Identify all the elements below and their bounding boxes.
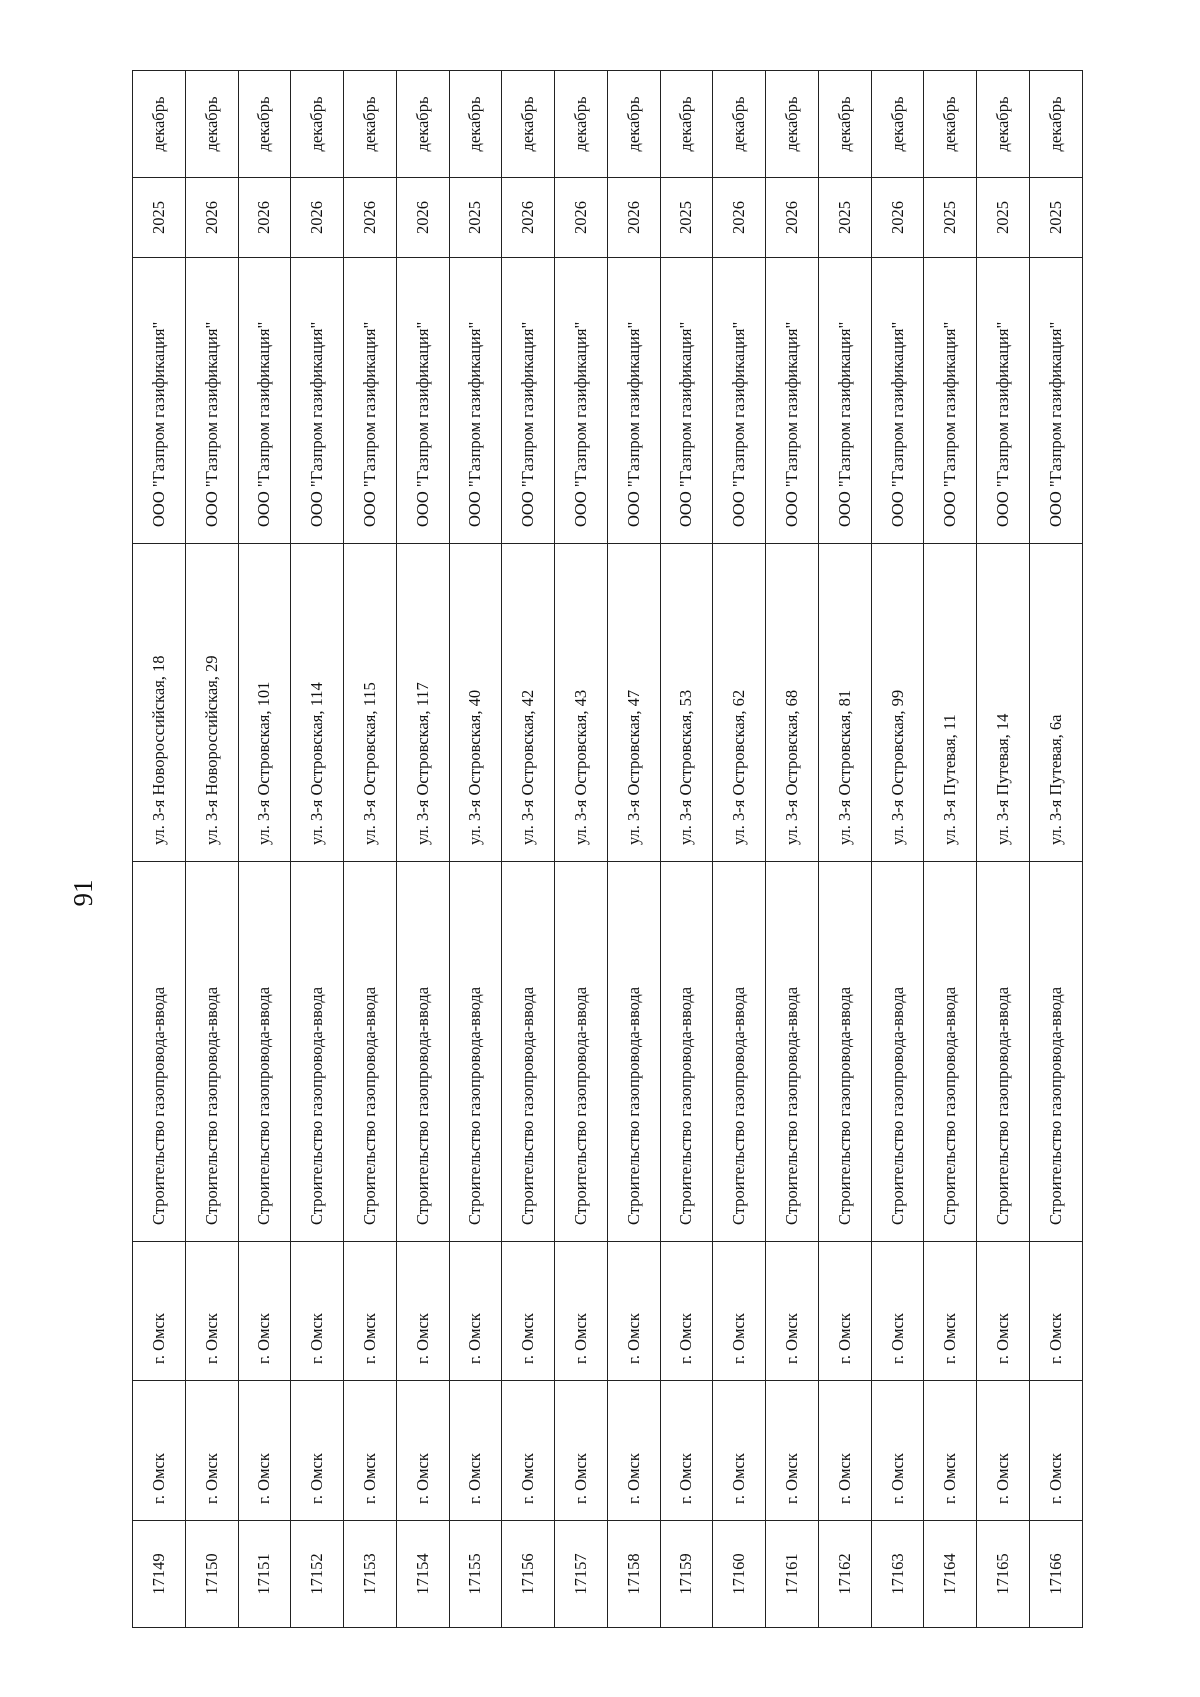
work-type-cell: Строительство газопровода-ввода <box>766 862 819 1242</box>
address-cell: ул. 3-я Островская, 43 <box>555 544 608 862</box>
locality-cell: г. Омск <box>238 1242 291 1381</box>
organization-cell: ООО "Газпром газификация" <box>818 258 871 544</box>
locality-cell: г. Омск <box>185 1242 238 1381</box>
year-cell: 2026 <box>871 178 924 258</box>
organization-cell: ООО "Газпром газификация" <box>660 258 713 544</box>
table-row <box>291 71 344 1628</box>
month-cell: декабрь <box>502 71 555 178</box>
city-cell: г. Омск <box>607 1381 660 1521</box>
address-cell: ул. 3-я Островская, 99 <box>871 544 924 862</box>
year-cell: 2025 <box>977 178 1030 258</box>
locality-cell: г. Омск <box>555 1242 608 1381</box>
city-cell: г. Омск <box>185 1381 238 1521</box>
city-cell: г. Омск <box>871 1381 924 1521</box>
table-row <box>133 71 186 1628</box>
year-cell: 2026 <box>291 178 344 258</box>
organization-cell: ООО "Газпром газификация" <box>396 258 449 544</box>
row-number-cell: 17157 <box>555 1521 608 1628</box>
table-row <box>766 71 819 1628</box>
row-number-cell: 17165 <box>977 1521 1030 1628</box>
organization-cell: ООО "Газпром газификация" <box>449 258 502 544</box>
table-row <box>185 71 238 1628</box>
work-type-cell: Строительство газопровода-ввода <box>502 862 555 1242</box>
work-type-cell: Строительство газопровода-ввода <box>449 862 502 1242</box>
work-type-cell: Строительство газопровода-ввода <box>396 862 449 1242</box>
address-cell: ул. 3-я Путевая, 11 <box>924 544 977 862</box>
row-number-cell: 17164 <box>924 1521 977 1628</box>
locality-cell: г. Омск <box>607 1242 660 1381</box>
rotated-table-wrapper <box>132 71 1083 1628</box>
work-type-cell: Строительство газопровода-ввода <box>185 862 238 1242</box>
locality-cell: г. Омск <box>818 1242 871 1381</box>
row-number-cell: 17162 <box>818 1521 871 1628</box>
year-cell: 2026 <box>766 178 819 258</box>
address-cell: ул. 3-я Островская, 117 <box>396 544 449 862</box>
address-cell: ул. 3-я Путевая, 14 <box>977 544 1030 862</box>
month-cell: декабрь <box>607 71 660 178</box>
organization-cell: ООО "Газпром газификация" <box>133 258 186 544</box>
organization-cell: ООО "Газпром газификация" <box>924 258 977 544</box>
table-row <box>607 71 660 1628</box>
year-cell: 2025 <box>818 178 871 258</box>
city-cell: г. Омск <box>977 1381 1030 1521</box>
table-body <box>133 71 1083 1628</box>
month-cell: декабрь <box>713 71 766 178</box>
year-cell: 2025 <box>1030 178 1083 258</box>
work-type-cell: Строительство газопровода-ввода <box>291 862 344 1242</box>
locality-cell: г. Омск <box>660 1242 713 1381</box>
work-type-cell: Строительство газопровода-ввода <box>344 862 397 1242</box>
address-cell: ул. 3-я Островская, 101 <box>238 544 291 862</box>
year-cell: 2026 <box>344 178 397 258</box>
row-number-cell: 17154 <box>396 1521 449 1628</box>
address-cell: ул. 3-я Новороссийская, 18 <box>133 544 186 862</box>
year-cell: 2026 <box>396 178 449 258</box>
organization-cell: ООО "Газпром газификация" <box>238 258 291 544</box>
organization-cell: ООО "Газпром газификация" <box>766 258 819 544</box>
work-type-cell: Строительство газопровода-ввода <box>713 862 766 1242</box>
year-cell: 2026 <box>555 178 608 258</box>
month-cell: декабрь <box>344 71 397 178</box>
organization-cell: ООО "Газпром газификация" <box>607 258 660 544</box>
work-type-cell: Строительство газопровода-ввода <box>660 862 713 1242</box>
address-cell: ул. 3-я Островская, 115 <box>344 544 397 862</box>
year-cell: 2026 <box>185 178 238 258</box>
table-row <box>396 71 449 1628</box>
table-row <box>713 71 766 1628</box>
month-cell: декабрь <box>924 71 977 178</box>
table-row <box>238 71 291 1628</box>
table-row <box>660 71 713 1628</box>
organization-cell: ООО "Газпром газификация" <box>344 258 397 544</box>
month-cell: декабрь <box>871 71 924 178</box>
city-cell: г. Омск <box>924 1381 977 1521</box>
city-cell: г. Омск <box>502 1381 555 1521</box>
address-cell: ул. 3-я Путевая, 6а <box>1030 544 1083 862</box>
year-cell: 2025 <box>449 178 502 258</box>
address-cell: ул. 3-я Островская, 81 <box>818 544 871 862</box>
address-cell: ул. 3-я Новороссийская, 29 <box>185 544 238 862</box>
row-number-cell: 17152 <box>291 1521 344 1628</box>
locality-cell: г. Омск <box>977 1242 1030 1381</box>
city-cell: г. Омск <box>291 1381 344 1521</box>
work-type-cell: Строительство газопровода-ввода <box>555 862 608 1242</box>
gas-pipeline-table <box>132 70 1083 1628</box>
work-type-cell: Строительство газопровода-ввода <box>1030 862 1083 1242</box>
month-cell: декабрь <box>291 71 344 178</box>
year-cell: 2026 <box>713 178 766 258</box>
locality-cell: г. Омск <box>924 1242 977 1381</box>
work-type-cell: Строительство газопровода-ввода <box>924 862 977 1242</box>
year-cell: 2026 <box>502 178 555 258</box>
table-row <box>818 71 871 1628</box>
year-cell: 2025 <box>924 178 977 258</box>
row-number-cell: 17153 <box>344 1521 397 1628</box>
row-number-cell: 17158 <box>607 1521 660 1628</box>
row-number-cell: 17161 <box>766 1521 819 1628</box>
year-cell: 2025 <box>660 178 713 258</box>
row-number-cell: 17156 <box>502 1521 555 1628</box>
month-cell: декабрь <box>766 71 819 178</box>
locality-cell: г. Омск <box>344 1242 397 1381</box>
work-type-cell: Строительство газопровода-ввода <box>238 862 291 1242</box>
locality-cell: г. Омск <box>449 1242 502 1381</box>
address-cell: ул. 3-я Островская, 40 <box>449 544 502 862</box>
table-row <box>344 71 397 1628</box>
row-number-cell: 17151 <box>238 1521 291 1628</box>
address-cell: ул. 3-я Островская, 62 <box>713 544 766 862</box>
city-cell: г. Омск <box>555 1381 608 1521</box>
row-number-cell: 17166 <box>1030 1521 1083 1628</box>
month-cell: декабрь <box>396 71 449 178</box>
row-number-cell: 17149 <box>133 1521 186 1628</box>
table-row <box>924 71 977 1628</box>
month-cell: декабрь <box>238 71 291 178</box>
month-cell: декабрь <box>977 71 1030 178</box>
city-cell: г. Омск <box>133 1381 186 1521</box>
city-cell: г. Омск <box>344 1381 397 1521</box>
city-cell: г. Омск <box>238 1381 291 1521</box>
work-type-cell: Строительство газопровода-ввода <box>818 862 871 1242</box>
row-number-cell: 17150 <box>185 1521 238 1628</box>
organization-cell: ООО "Газпром газификация" <box>713 258 766 544</box>
table-row <box>1030 71 1083 1628</box>
organization-cell: ООО "Газпром газификация" <box>871 258 924 544</box>
month-cell: декабрь <box>555 71 608 178</box>
locality-cell: г. Омск <box>1030 1242 1083 1381</box>
address-cell: ул. 3-я Островская, 68 <box>766 544 819 862</box>
month-cell: декабрь <box>185 71 238 178</box>
table-row <box>555 71 608 1628</box>
page-number: 91 <box>68 879 98 907</box>
city-cell: г. Омск <box>1030 1381 1083 1521</box>
locality-cell: г. Омск <box>133 1242 186 1381</box>
month-cell: декабрь <box>449 71 502 178</box>
year-cell: 2026 <box>238 178 291 258</box>
city-cell: г. Омск <box>396 1381 449 1521</box>
organization-cell: ООО "Газпром газификация" <box>502 258 555 544</box>
work-type-cell: Строительство газопровода-ввода <box>133 862 186 1242</box>
month-cell: декабрь <box>660 71 713 178</box>
locality-cell: г. Омск <box>396 1242 449 1381</box>
year-cell: 2025 <box>133 178 186 258</box>
city-cell: г. Омск <box>713 1381 766 1521</box>
table-row <box>502 71 555 1628</box>
work-type-cell: Строительство газопровода-ввода <box>977 862 1030 1242</box>
organization-cell: ООО "Газпром газификация" <box>977 258 1030 544</box>
work-type-cell: Строительство газопровода-ввода <box>871 862 924 1242</box>
table-row <box>871 71 924 1628</box>
locality-cell: г. Омск <box>871 1242 924 1381</box>
year-cell: 2026 <box>607 178 660 258</box>
city-cell: г. Омск <box>818 1381 871 1521</box>
table-row <box>977 71 1030 1628</box>
organization-cell: ООО "Газпром газификация" <box>291 258 344 544</box>
address-cell: ул. 3-я Островская, 42 <box>502 544 555 862</box>
month-cell: декабрь <box>133 71 186 178</box>
address-cell: ул. 3-я Островская, 47 <box>607 544 660 862</box>
locality-cell: г. Омск <box>713 1242 766 1381</box>
row-number-cell: 17155 <box>449 1521 502 1628</box>
row-number-cell: 17159 <box>660 1521 713 1628</box>
locality-cell: г. Омск <box>502 1242 555 1381</box>
locality-cell: г. Омск <box>766 1242 819 1381</box>
row-number-cell: 17163 <box>871 1521 924 1628</box>
work-type-cell: Строительство газопровода-ввода <box>607 862 660 1242</box>
table-row <box>449 71 502 1628</box>
city-cell: г. Омск <box>766 1381 819 1521</box>
month-cell: декабрь <box>1030 71 1083 178</box>
locality-cell: г. Омск <box>291 1242 344 1381</box>
city-cell: г. Омск <box>449 1381 502 1521</box>
address-cell: ул. 3-я Островская, 53 <box>660 544 713 862</box>
row-number-cell: 17160 <box>713 1521 766 1628</box>
organization-cell: ООО "Газпром газификация" <box>185 258 238 544</box>
address-cell: ул. 3-я Островская, 114 <box>291 544 344 862</box>
organization-cell: ООО "Газпром газификация" <box>555 258 608 544</box>
city-cell: г. Омск <box>660 1381 713 1521</box>
organization-cell: ООО "Газпром газификация" <box>1030 258 1083 544</box>
month-cell: декабрь <box>818 71 871 178</box>
